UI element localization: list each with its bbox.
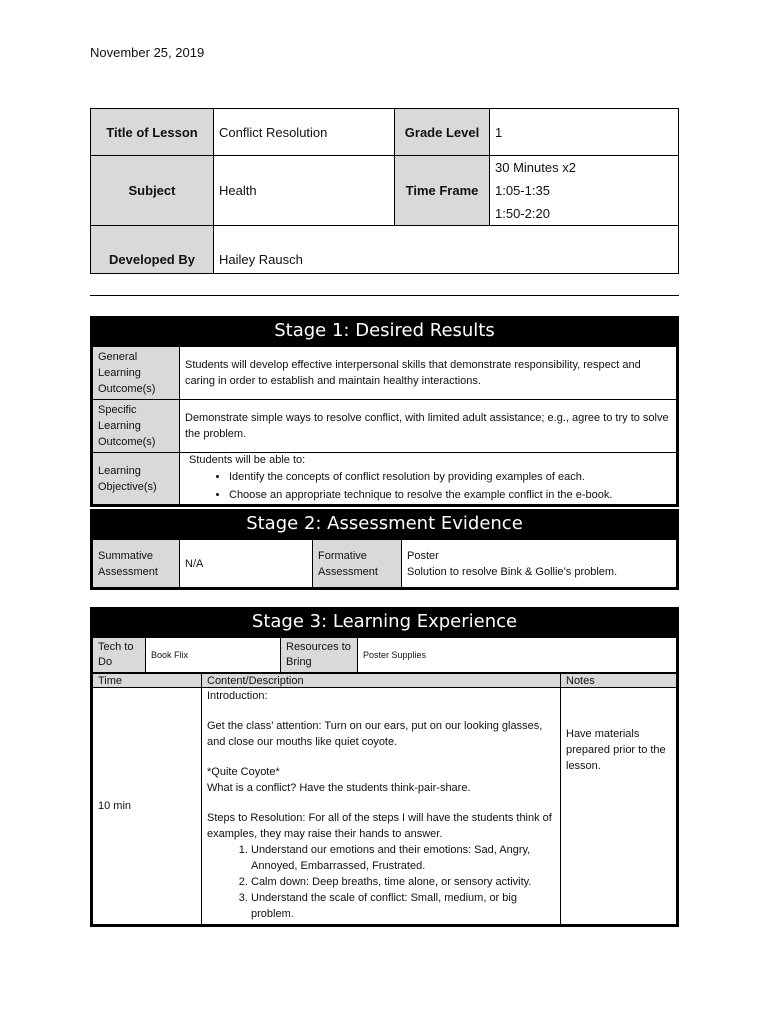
- title-of-lesson-value: Conflict Resolution: [214, 109, 395, 156]
- quiet-coyote-line: *Quite Coyote*: [207, 766, 280, 778]
- content-column-header: Content/Description: [202, 674, 561, 688]
- objective-item: • Identify the concepts of conflict resolution by providing examples of each.: [229, 468, 671, 486]
- developed-by-value: Hailey Rausch: [214, 226, 679, 274]
- title-of-lesson-label: Title of Lesson: [91, 109, 214, 156]
- formative-value: [402, 540, 677, 588]
- specific-outcome-label: Specific Learning Outcome(s): [93, 400, 180, 453]
- steps-list: [207, 842, 555, 922]
- learning-objective-label: Learning Objective(s): [93, 453, 180, 505]
- row-time: 10 min: [93, 688, 202, 925]
- notes-column-header: Notes: [561, 674, 677, 688]
- document-date: November 25, 2019: [90, 45, 205, 60]
- summative-value: N/A: [180, 540, 313, 588]
- stage2-table: [92, 539, 677, 588]
- grade-level-label: Grade Level: [395, 109, 490, 156]
- summative-label: Summative Assessment: [93, 540, 180, 588]
- stage3-section: [90, 607, 679, 927]
- time-frame-line: 1:50-2:20: [495, 206, 550, 221]
- steps-intro: Steps to Resolution: For all of the steps I will have the students think of examples, they may raise their hands to answer.: [207, 812, 552, 840]
- stage3-detail-table: [92, 673, 677, 925]
- stage2-section: [90, 509, 679, 590]
- stage3-top-table: [92, 637, 677, 673]
- general-outcome-label: General Learning Outcome(s): [93, 347, 180, 400]
- time-column-header: Time: [93, 674, 202, 688]
- stage3-title: Stage 3: Learning Experience: [251, 611, 518, 632]
- step-item: 2. Calm down: Deep breaths, time alone, or sensory activity.: [251, 874, 555, 890]
- objective-intro: Students will be able to:: [189, 454, 306, 466]
- conflict-question: What is a conflict? Have the students think-pair-share.: [207, 782, 471, 794]
- resources-value: Poster Supplies: [358, 638, 677, 673]
- general-outcome-text: Students will develop effective interpersonal skills that demonstrate responsibility, respect and caring in order to establish and maintain healthy interactions.: [180, 347, 677, 400]
- notes-cell: Have materials prepared prior to the lesson.: [561, 688, 677, 925]
- learning-objective-cell: [180, 453, 677, 505]
- formative-label: Formative Assessment: [313, 540, 402, 588]
- objective-item: • Choose an appropriate technique to resolve the example conflict in the e-book.: [229, 486, 671, 504]
- time-frame-value: [490, 156, 679, 226]
- tech-to-do-label: Tech to Do: [93, 638, 146, 673]
- content-cell: [202, 688, 561, 925]
- stage1-table: [92, 346, 677, 505]
- lesson-info-table: [90, 108, 679, 274]
- subject-label: Subject: [91, 156, 214, 226]
- intro-paragraph: Get the class’ attention: Turn on our ears, put on our looking glasses, and close our mouths like quiet coyote.: [207, 720, 543, 748]
- grade-level-value: 1: [490, 109, 679, 156]
- stage1-section: [90, 316, 679, 507]
- step-item: 3. Understand the scale of conflict: Small, medium, or big problem.: [251, 890, 555, 922]
- objective-list: [185, 468, 671, 504]
- subject-value: Health: [214, 156, 395, 226]
- developed-by-label: Developed By: [91, 226, 214, 274]
- time-frame-line: 30 Minutes x2: [495, 160, 576, 175]
- stage2-title: Stage 2: Assessment Evidence: [246, 513, 523, 534]
- intro-heading: Introduction:: [207, 690, 268, 702]
- formative-line: Poster: [407, 549, 439, 562]
- specific-outcome-text: Demonstrate simple ways to resolve conflict, with limited adult assistance; e.g., agree to try to solve the problem.: [180, 400, 677, 453]
- stage1-title: Stage 1: Desired Results: [274, 320, 495, 341]
- resources-label: Resources to Bring: [281, 638, 358, 673]
- time-frame-label: Time Frame: [395, 156, 490, 226]
- tech-to-do-value: Book Flix: [146, 638, 281, 673]
- step-item: 1. Understand our emotions and their emotions: Sad, Angry, Annoyed, Embarrassed, Frustrated.: [251, 842, 555, 874]
- divider-line: [90, 295, 679, 296]
- formative-line: Solution to resolve Bink & Gollie’s problem.: [407, 565, 618, 578]
- time-frame-line: 1:05-1:35: [495, 183, 550, 198]
